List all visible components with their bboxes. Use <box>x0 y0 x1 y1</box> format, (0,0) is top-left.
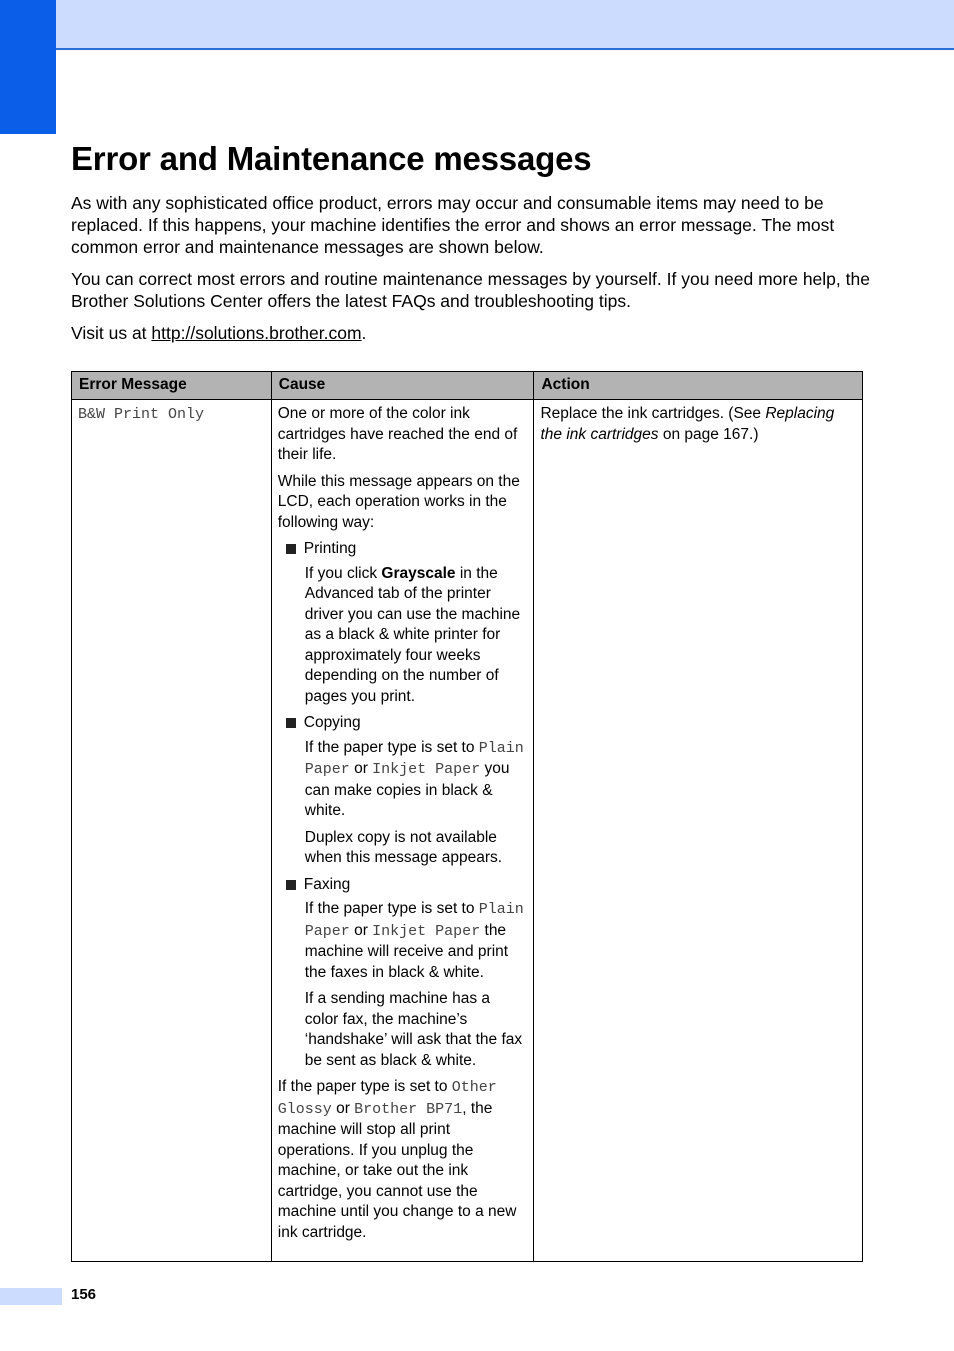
table-header-row <box>72 372 863 400</box>
error-message-table <box>71 371 863 1262</box>
final-text-or: or <box>331 1099 355 1117</box>
error-message-cell <box>72 400 272 1262</box>
action-reference: Replacing the ink cartridges <box>540 405 835 443</box>
visit-suffix: . <box>361 323 367 343</box>
column-header-error-message: Error Message <box>72 372 272 400</box>
duplex-note: Duplex copy is not available when this message appears. <box>304 828 503 866</box>
cause-paragraph-1: One or more of the color ink cartridges have reached the end of their life. <box>277 405 518 463</box>
faxing-text-1: If the paper type is set to <box>304 900 479 917</box>
final-text-1: If the paper type is set to <box>277 1078 452 1095</box>
bullet-copying <box>286 713 528 734</box>
bullet-faxing-label: Faxing <box>303 875 351 893</box>
copying-text-or: or <box>349 760 373 777</box>
printing-text-2: in the Advanced tab of the printer driver you can use the machine as a black & white printer for approximately four weeks depending on the number of pages you print. <box>304 564 521 705</box>
bullet-copying-label: Copying <box>303 714 361 731</box>
page-number: 156 <box>71 1286 97 1303</box>
printing-detail <box>305 564 528 708</box>
square-bullet-icon <box>286 718 296 728</box>
cause-cell <box>271 400 534 1262</box>
plain-paper-setting: Plain Paper <box>304 901 524 940</box>
glossy-paper-note <box>278 1077 528 1243</box>
header-band <box>56 0 954 50</box>
intro-paragraph-1: As with any sophisticated office product, errors may occur and consumable items may need to be replaced. If this happens, your machine identifies the error and shows an error message. The most common error and maintenance messages are shown below. <box>71 193 835 257</box>
page-number-marker <box>0 1288 62 1305</box>
action-text-2: on page 167.) <box>658 425 759 443</box>
solutions-link[interactable]: http://solutions.brother.com <box>151 323 362 343</box>
brother-bp71-setting: Brother BP71 <box>354 1100 463 1118</box>
faxing-text-or: or <box>349 921 373 939</box>
square-bullet-icon <box>286 880 296 890</box>
printing-text-1: If you click <box>304 564 382 582</box>
inkjet-paper-setting: Inkjet Paper <box>372 922 481 940</box>
table-row <box>72 400 863 1262</box>
error-message-text: B&W Print Only <box>78 406 205 423</box>
square-bullet-icon <box>286 544 296 554</box>
handshake-note: If a sending machine has a color fax, the machine’s ‘handshake’ will ask that the fax be sent as black & white. <box>304 990 523 1069</box>
other-glossy-setting: Other Glossy <box>277 1079 497 1118</box>
faxing-detail <box>305 899 528 983</box>
bullet-printing-label: Printing <box>303 540 357 557</box>
action-text-1: Replace the ink cartridges. (See <box>540 405 766 422</box>
column-header-cause: Cause <box>271 372 534 400</box>
intro-paragraph-2: You can correct most errors and routine maintenance messages by yourself. If you need more help, the Brother Solutions Center offers the latest FAQs and troubleshooting tips. <box>71 269 870 311</box>
final-text-2: , the machine will stop all print operations. If you unplug the machine, or take out the ink cartridge, you cannot use the machine until you change to a new ink cartridge. <box>277 1099 517 1241</box>
inkjet-paper-setting: Inkjet Paper <box>372 761 481 778</box>
copying-text-1: If the paper type is set to <box>304 738 479 756</box>
page-title: Error and Maintenance messages <box>71 140 592 177</box>
bullet-printing <box>286 539 528 560</box>
chapter-tab <box>0 0 56 134</box>
grayscale-label: Grayscale <box>381 564 456 582</box>
copying-text-2: you can make copies in black & white. <box>304 760 510 819</box>
faxing-text-2: the machine will receive and print the faxes in black & white. <box>304 921 509 981</box>
plain-paper-setting: Plain Paper <box>304 739 524 778</box>
intro-paragraph-3 <box>71 322 871 344</box>
bullet-faxing <box>286 875 528 896</box>
copying-detail <box>305 738 528 822</box>
column-header-action: Action <box>534 372 863 400</box>
cause-paragraph-2: While this message appears on the LCD, each operation works in the following way: <box>277 472 520 531</box>
action-cell <box>534 400 863 1262</box>
visit-prefix: Visit us at <box>71 323 152 343</box>
